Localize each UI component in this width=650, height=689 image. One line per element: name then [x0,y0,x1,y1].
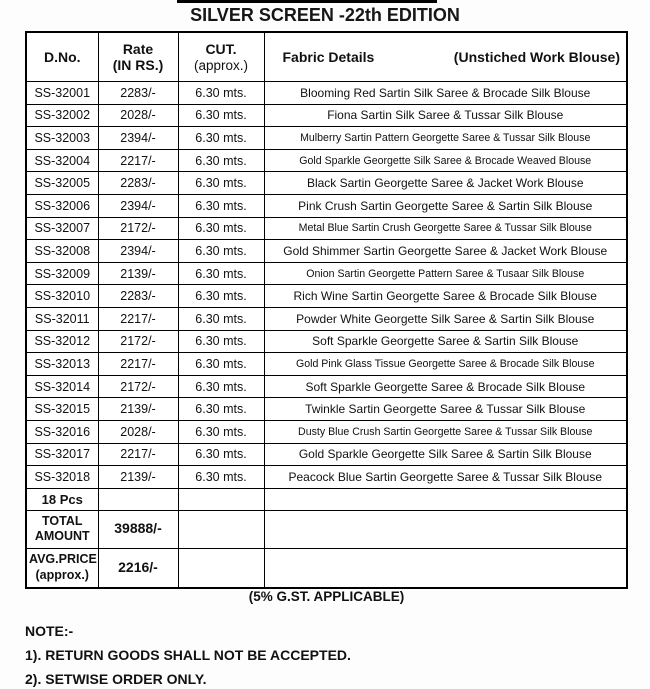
cell-dno: SS-32010 [26,285,98,308]
header-dno-label: D.No. [43,48,81,65]
cell-rate: 2394/- [98,127,178,150]
cell-fabric: Fiona Sartin Silk Saree & Tussar Silk Blouse [264,104,627,127]
cell-fabric: Black Sartin Georgette Saree & Jacket Work Blouse [264,172,627,195]
cell-rate: 2394/- [98,194,178,217]
cell-rate: 2139/- [98,262,178,285]
header-row [26,32,627,82]
cell-cut: 6.30 mts. [178,240,264,263]
cell-cut: 6.30 mts. [178,194,264,217]
cell-fabric: Soft Sparkle Georgette Saree & Brocade Silk Blouse [264,375,627,398]
cell-rate: 2394/- [98,240,178,263]
empty-cell [264,488,627,510]
header-fabric-note: (Unstiched Work Blouse) [453,48,620,65]
price-table [25,31,628,589]
table-row [26,375,627,398]
cell-fabric: Twinkle Sartin Georgette Saree & Tussar Silk Blouse [264,398,627,421]
cell-fabric: Blooming Red Sartin Silk Saree & Brocade Silk Blouse [264,82,627,105]
pieces-row [26,488,627,510]
cell-cut: 6.30 mts. [178,262,264,285]
empty-cell [98,488,178,510]
cell-dno: SS-32014 [26,375,98,398]
cell-cut: 6.30 mts. [178,307,264,330]
avg-price-value: 2216/- [98,548,178,588]
cell-fabric: Rich Wine Sartin Georgette Saree & Brocade Silk Blouse [264,285,627,308]
cell-cut: 6.30 mts. [178,375,264,398]
cell-fabric: Mulberry Sartin Pattern Georgette Saree & Tussar Silk Blouse [264,127,627,150]
empty-cell [264,548,627,588]
header-cut-line2: (approx.) [193,57,249,73]
cell-rate: 2172/- [98,330,178,353]
cell-cut: 6.30 mts. [178,149,264,172]
cell-dno: SS-32012 [26,330,98,353]
cell-cut: 6.30 mts. [178,420,264,443]
cell-dno: SS-32013 [26,353,98,376]
cell-fabric: Dusty Blue Crush Sartin Georgette Saree & Tussar Silk Blouse [264,420,627,443]
header-cut [178,32,264,82]
cell-rate: 2283/- [98,172,178,195]
table-row [26,285,627,308]
table-row [26,240,627,263]
cell-cut: 6.30 mts. [178,353,264,376]
cell-fabric: Gold Sparkle Georgette Silk Saree & Sartin Silk Blouse [264,443,627,466]
cell-dno: SS-32017 [26,443,98,466]
header-fabric [264,32,627,82]
cell-cut: 6.30 mts. [178,127,264,150]
empty-cell [178,488,264,510]
cell-dno: SS-32016 [26,420,98,443]
cell-fabric: Onion Sartin Georgette Pattern Saree & Tusaar Silk Blouse [264,262,627,285]
table-body [26,82,627,489]
table-row [26,420,627,443]
header-rate-line1: Rate [122,40,154,57]
table-row [26,194,627,217]
cell-rate: 2028/- [98,420,178,443]
cell-rate: 2139/- [98,466,178,489]
avg-price-label: AVG.PRICE (approx.) [26,548,98,588]
cell-dno: SS-32004 [26,149,98,172]
cell-fabric: Soft Sparkle Georgette Saree & Sartin Silk Blouse [264,330,627,353]
cell-cut: 6.30 mts. [178,217,264,240]
cell-dno: SS-32011 [26,307,98,330]
table-row [26,443,627,466]
total-amount-label: TOTAL AMOUNT [26,510,98,548]
cell-rate: 2217/- [98,307,178,330]
gst-note: (5% G.ST. APPLICABLE) [248,589,405,604]
table-row [26,172,627,195]
page-title: SILVER SCREEN -22th EDITION [190,5,460,25]
cell-dno: SS-32015 [26,398,98,421]
cell-rate: 2217/- [98,149,178,172]
header-cut-line1: CUT. [205,40,237,57]
cell-cut: 6.30 mts. [178,398,264,421]
cell-fabric: Gold Shimmer Sartin Georgette Saree & Jacket Work Blouse [264,240,627,263]
cell-cut: 6.30 mts. [178,285,264,308]
cell-cut: 6.30 mts. [178,172,264,195]
cell-dno: SS-32008 [26,240,98,263]
note-heading: NOTE:- [25,623,74,639]
cell-rate: 2172/- [98,375,178,398]
cell-cut: 6.30 mts. [178,104,264,127]
total-amount-row [26,510,627,548]
pieces-count-cell: 18 Pcs [26,488,98,510]
cell-dno: SS-32018 [26,466,98,489]
cell-rate: 2028/- [98,104,178,127]
cell-dno: SS-32003 [26,127,98,150]
cell-cut: 6.30 mts. [178,466,264,489]
cell-fabric: Peacock Blue Sartin Georgette Saree & Tussar Silk Blouse [264,466,627,489]
cell-dno: SS-32002 [26,104,98,127]
header-rate [98,32,178,82]
table-row [26,398,627,421]
empty-cell [178,510,264,548]
table-row [26,330,627,353]
cell-fabric: Gold Sparkle Georgette Silk Saree & Brocade Weaved Blouse [264,149,627,172]
table-row [26,353,627,376]
cell-dno: SS-32007 [26,217,98,240]
table-row [26,262,627,285]
note-line-setwise-order: 2). SETWISE ORDER ONLY. [25,671,207,687]
table-row [26,466,627,489]
cell-fabric: Metal Blue Sartin Crush Georgette Saree & Tussar Silk Blouse [264,217,627,240]
cell-dno: SS-32005 [26,172,98,195]
cropped-top-bar [177,0,437,3]
table-row [26,127,627,150]
cell-cut: 6.30 mts. [178,443,264,466]
cell-cut: 6.30 mts. [178,330,264,353]
table-row [26,217,627,240]
cell-fabric: Pink Crush Sartin Georgette Saree & Sartin Silk Blouse [264,194,627,217]
empty-cell [178,548,264,588]
header-dno [26,32,98,82]
summary-body [26,488,627,588]
cell-dno: SS-32006 [26,194,98,217]
cell-dno: SS-32001 [26,82,98,105]
table-row [26,104,627,127]
header-rate-line2: (IN RS.) [112,57,164,73]
note-line-return-goods: 1). RETURN GOODS SHALL NOT BE ACCEPTED. [25,647,351,663]
total-amount-value: 39888/- [98,510,178,548]
table-row [26,82,627,105]
cell-rate: 2283/- [98,285,178,308]
cell-fabric: Powder White Georgette Silk Saree & Sartin Silk Blouse [264,307,627,330]
avg-price-row [26,548,627,588]
cell-dno: SS-32009 [26,262,98,285]
cell-rate: 2217/- [98,443,178,466]
empty-cell [264,510,627,548]
cell-rate: 2139/- [98,398,178,421]
table-row [26,149,627,172]
cell-rate: 2283/- [98,82,178,105]
cell-rate: 2217/- [98,353,178,376]
cell-cut: 6.30 mts. [178,82,264,105]
table-row [26,307,627,330]
header-fabric-label: Fabric Details [282,48,375,65]
cell-rate: 2172/- [98,217,178,240]
cell-fabric: Gold Pink Glass Tissue Georgette Saree & Brocade Silk Blouse [264,353,627,376]
